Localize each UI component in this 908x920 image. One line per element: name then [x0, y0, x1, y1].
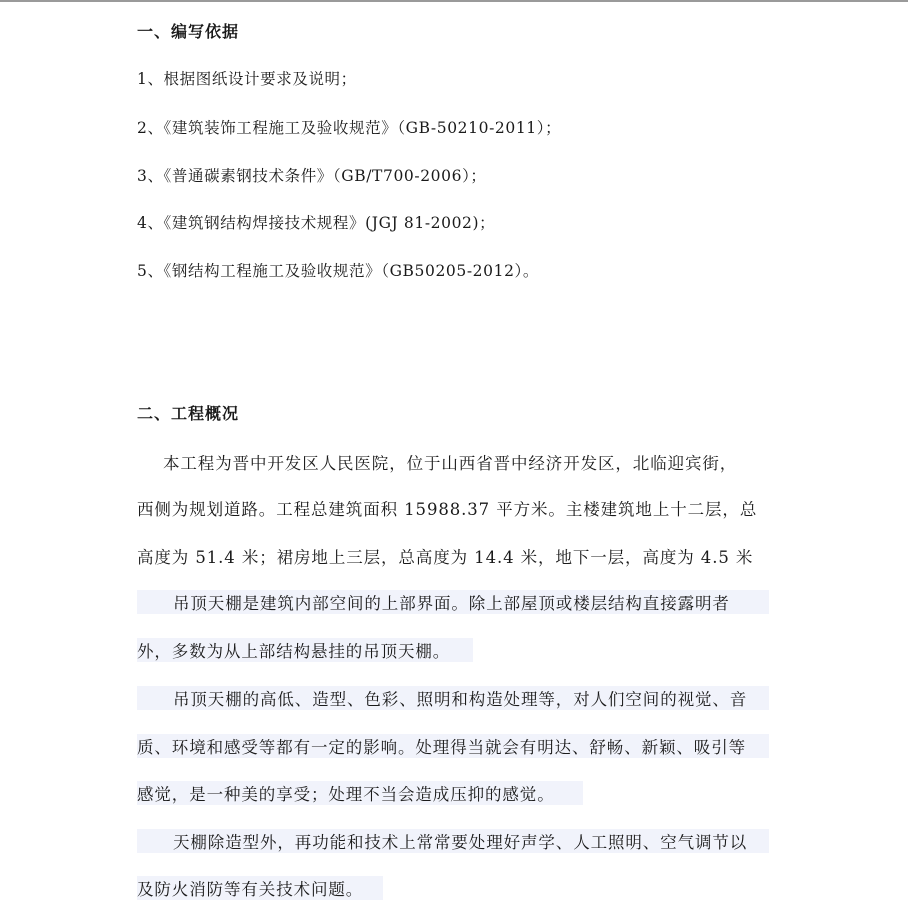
overview-line-3: 高度为 51.4 米；裙房地上三层，总高度为 14.4 米，地下一层，高度为 4.5 米 — [137, 548, 754, 567]
overview-line-1: 本工程为晋中开发区人民医院，位于山西省晋中经济开发区，北临迎宾街， — [163, 454, 738, 473]
ceiling-tech-line-2: 及防火消防等有关技术问题。 — [137, 876, 383, 900]
ceiling-effects-line-3: 感觉，是一种美的享受；处理不当会造成压抑的感觉。 — [137, 781, 583, 805]
basis-item-1: 1、根据图纸设计要求及说明； — [137, 70, 357, 88]
basis-item-3: 3、《普通碳素钢技术条件》（GB/T700-2006）； — [137, 167, 487, 185]
overview-line-2: 西侧为规划道路。工程总建筑面积 15988.37 平方米。主楼建筑地上十二层，总 — [137, 500, 758, 519]
basis-item-5: 5、《钢结构工程施工及验收规范》（GB50205-2012）。 — [137, 262, 539, 280]
ceiling-effects-line-1: 吊顶天棚的高低、造型、色彩、照明和构造处理等，对人们空间的视觉、音 — [137, 686, 769, 710]
basis-item-2: 2、《建筑装饰工程施工及验收规范》（GB-50210-2011）； — [137, 119, 562, 137]
ceiling-paragraph-line-2: 外，多数为从上部结构悬挂的吊顶天棚。 — [137, 638, 473, 662]
section-heading-overview: 二、工程概况 — [137, 404, 240, 423]
section-heading-basis: 一、编写依据 — [137, 22, 240, 41]
ceiling-paragraph-line-1: 吊顶天棚是建筑内部空间的上部界面。除上部屋顶或楼层结构直接露明者 — [137, 590, 769, 614]
ceiling-tech-line-1: 天棚除造型外，再功能和技术上常常要处理好声学、人工照明、空气调节以 — [137, 829, 769, 853]
basis-item-4: 4、《建筑钢结构焊接技术规程》(JGJ 81-2002)； — [137, 214, 496, 232]
ceiling-effects-line-2: 质、环境和感受等都有一定的影响。处理得当就会有明达、舒畅、新颖、吸引等 — [137, 734, 769, 758]
